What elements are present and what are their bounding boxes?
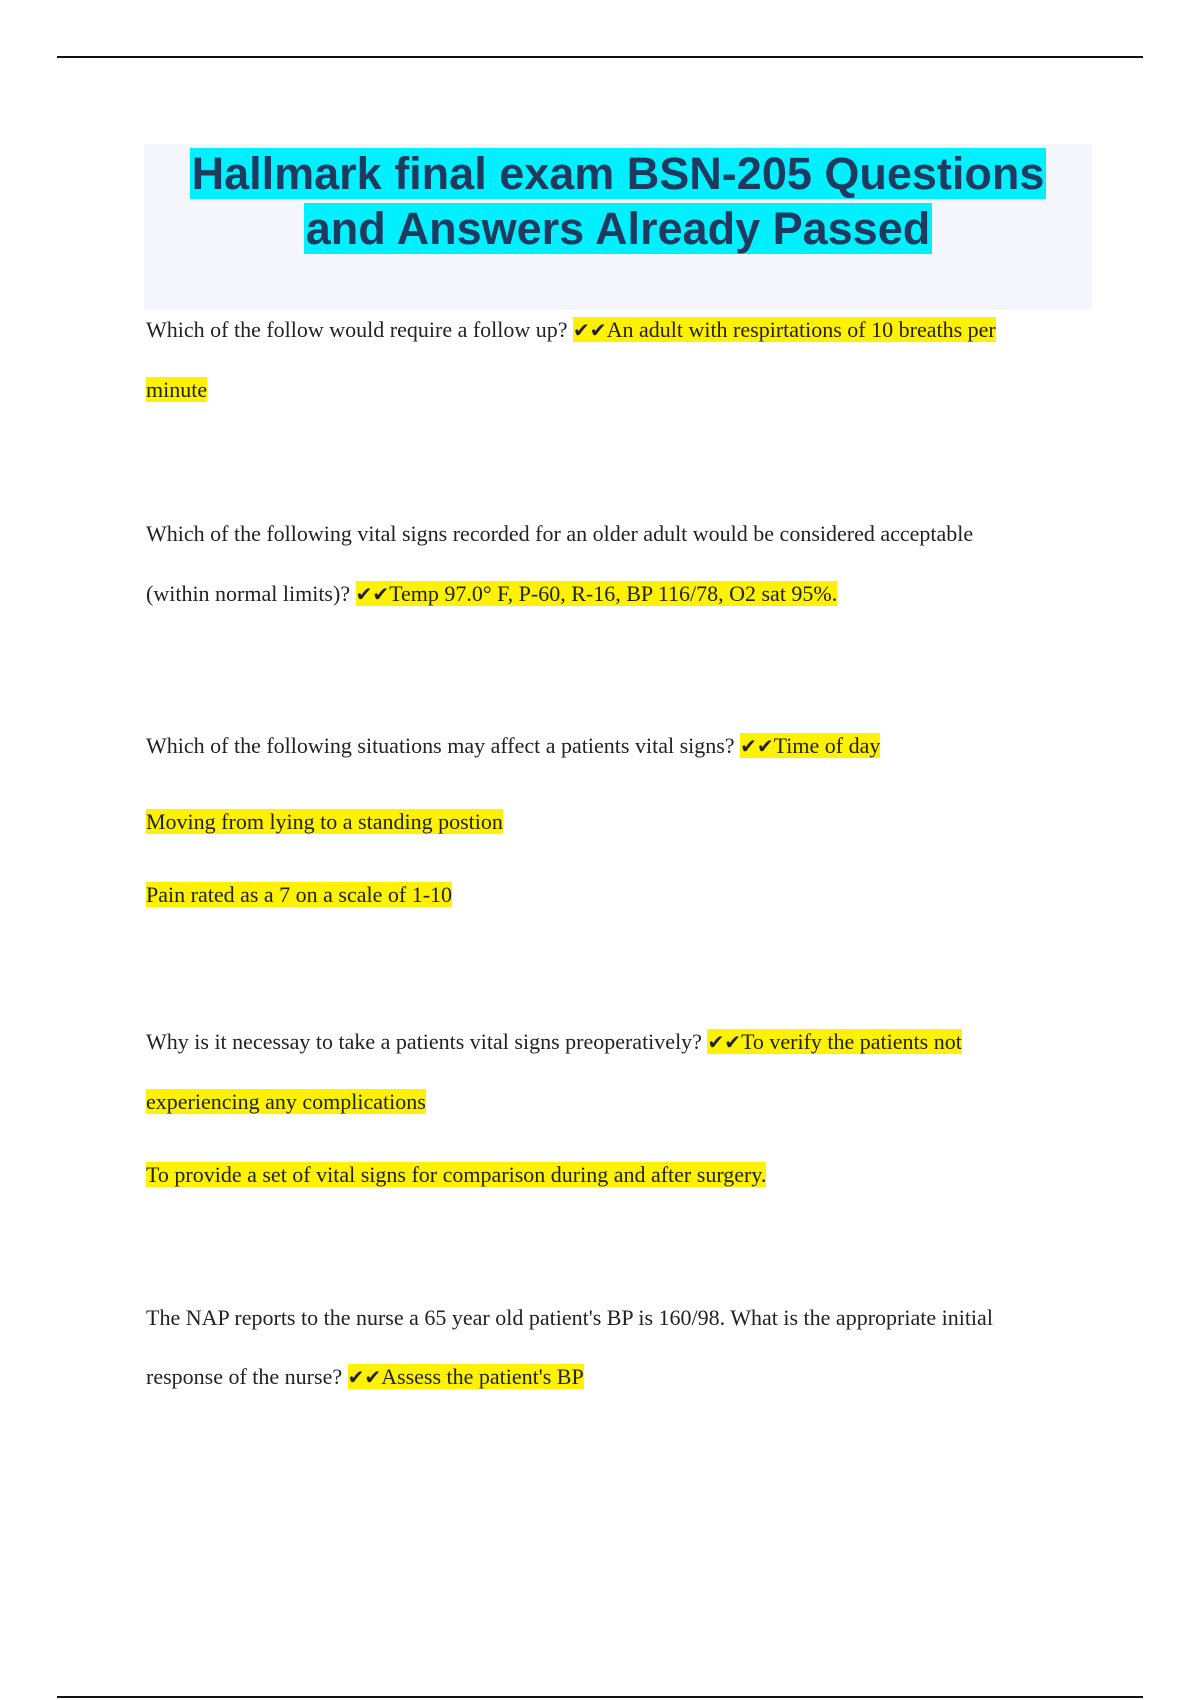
bottom-rule bbox=[57, 1696, 1143, 1698]
question-2 bbox=[146, 519, 973, 549]
page-title bbox=[144, 146, 1092, 256]
title-line-1: Hallmark final exam BSN-205 Questions bbox=[191, 148, 1045, 199]
question-3 bbox=[146, 731, 880, 761]
question-2-line-2 bbox=[146, 579, 837, 609]
answer-3-item-3 bbox=[146, 880, 452, 910]
answer-text: An adult with respirtations of 10 breaths per bbox=[606, 317, 996, 342]
answer-highlight bbox=[348, 1364, 584, 1389]
answer-text: To verify the patients not bbox=[740, 1029, 962, 1054]
question-text: response of the nurse? bbox=[146, 1364, 343, 1389]
answer-text: To provide a set of vital signs for comparison during and after surgery. bbox=[146, 1162, 767, 1187]
question-text: The NAP reports to the nurse a 65 year old patient's BP is 160/98. What is the appropriate initial bbox=[146, 1305, 993, 1330]
top-rule bbox=[57, 56, 1143, 58]
question-text: Which of the follow would require a follow up? bbox=[146, 317, 568, 342]
check-icon: ✔✔ bbox=[347, 1365, 382, 1389]
answer-text: Pain rated as a 7 on a scale of 1-10 bbox=[146, 882, 453, 907]
question-text: Why is it necessay to take a patients vital signs preoperatively? bbox=[146, 1029, 702, 1054]
answer-text: Time of day bbox=[773, 733, 881, 758]
answer-highlight bbox=[356, 581, 838, 606]
answer-3-item-2 bbox=[146, 807, 503, 837]
answer-text: Assess the patient's BP bbox=[381, 1364, 584, 1389]
answer-text: Moving from lying to a standing postion bbox=[146, 809, 503, 834]
question-4 bbox=[146, 1027, 962, 1057]
question-5 bbox=[146, 1303, 993, 1333]
question-1 bbox=[146, 315, 996, 345]
answer-highlight bbox=[740, 733, 880, 758]
title-line-2: and Answers Already Passed bbox=[305, 203, 931, 254]
answer-4-item-2 bbox=[146, 1160, 766, 1190]
answer-4-continued bbox=[146, 1087, 426, 1117]
question-text: (within normal limits)? bbox=[146, 581, 351, 606]
check-icon: ✔✔ bbox=[740, 734, 774, 758]
question-5-line-2 bbox=[146, 1362, 584, 1392]
answer-text: Temp 97.0° F, P-60, R-16, BP 116/78, O2 sat 95%. bbox=[389, 581, 838, 606]
question-text: Which of the following situations may affect a patients vital signs? bbox=[146, 733, 735, 758]
check-icon: ✔✔ bbox=[355, 582, 390, 606]
answer-text: minute bbox=[146, 377, 208, 402]
answer-text: experiencing any complications bbox=[146, 1089, 426, 1114]
answer-1-continued bbox=[146, 375, 207, 405]
check-icon: ✔✔ bbox=[707, 1030, 741, 1054]
answer-highlight bbox=[707, 1029, 961, 1054]
question-text: Which of the following vital signs recorded for an older adult would be considered acceptable bbox=[146, 521, 974, 546]
check-icon: ✔✔ bbox=[573, 318, 607, 342]
answer-highlight bbox=[573, 317, 996, 342]
